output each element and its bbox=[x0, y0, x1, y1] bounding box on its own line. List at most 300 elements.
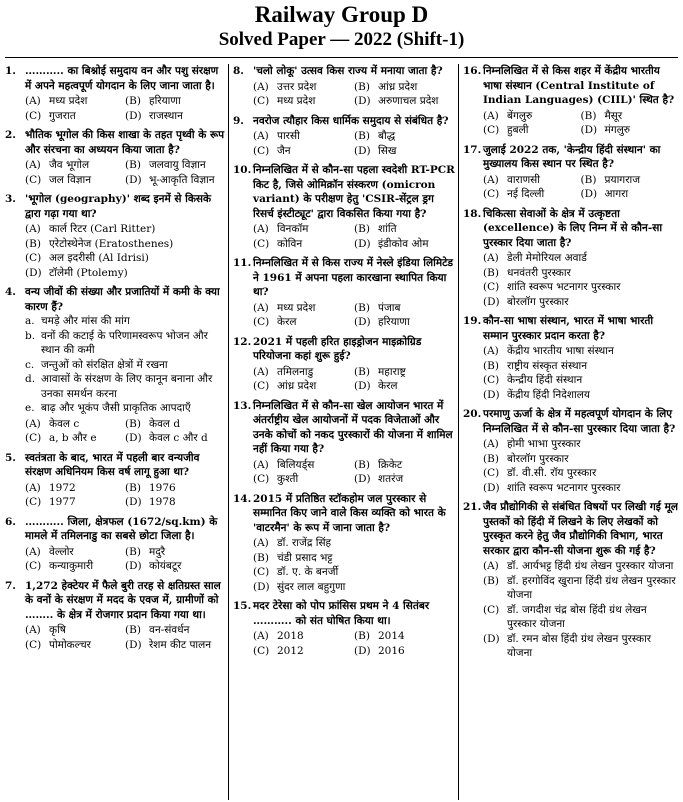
option-label: (B) bbox=[354, 130, 370, 142]
option-text: डॉ. हरगोविंद खुराना हिंदी ग्रंथ लेखन पुरस्कार योजना bbox=[507, 574, 676, 601]
question-text: वन्य जीवों की संख्या और प्रजातियों में कमी के क्या कारण हैं? bbox=[25, 286, 220, 313]
option-label: (B) bbox=[354, 458, 370, 471]
answer-option bbox=[25, 623, 125, 638]
question-text: 'भूगोल (geography)' शब्द इनमें से किसके द्वारा गढ़ा गया था? bbox=[25, 193, 212, 220]
statement-text: जन्तुओं को संरक्षित क्षेत्रों में रखना bbox=[41, 358, 168, 371]
answer-option bbox=[253, 365, 354, 380]
answer-options bbox=[463, 344, 678, 402]
question-6 bbox=[5, 515, 225, 574]
answer-option bbox=[483, 123, 581, 138]
option-label: (D) bbox=[580, 188, 598, 200]
answer-option bbox=[253, 144, 354, 159]
statement-label: b. bbox=[25, 329, 36, 342]
option-label: (D) bbox=[25, 266, 42, 279]
option-text: भू-आकृति विज्ञान bbox=[149, 173, 215, 186]
question-number: 8. bbox=[233, 65, 244, 77]
answer-option bbox=[483, 632, 678, 661]
question-16 bbox=[463, 64, 678, 138]
answer-option bbox=[25, 109, 125, 124]
answer-options bbox=[463, 559, 678, 661]
option-text: होमी भाभा पुरस्कार bbox=[507, 438, 581, 450]
answer-option bbox=[354, 301, 455, 316]
option-label: (B) bbox=[483, 452, 499, 465]
answer-options bbox=[233, 301, 455, 330]
option-text: रेशम कीट पालन bbox=[149, 638, 212, 651]
option-label: (D) bbox=[354, 473, 371, 485]
option-text: शतरंज bbox=[378, 473, 404, 485]
option-text: बोरलॉग पुरस्कार bbox=[507, 295, 569, 308]
option-label: (B) bbox=[483, 574, 499, 587]
answer-option bbox=[483, 559, 678, 574]
answer-options bbox=[233, 222, 455, 251]
answer-option bbox=[253, 458, 354, 473]
option-label: (A) bbox=[253, 301, 269, 314]
option-text: मध्य प्रदेश bbox=[49, 95, 88, 107]
statement-item bbox=[5, 401, 225, 416]
answer-option bbox=[25, 559, 125, 574]
answer-option bbox=[25, 545, 125, 560]
answer-option bbox=[25, 481, 125, 496]
answer-option bbox=[125, 545, 225, 560]
option-text: शांति bbox=[378, 223, 397, 235]
answer-option bbox=[483, 359, 678, 374]
option-label: (A) bbox=[25, 95, 41, 107]
answer-option bbox=[125, 481, 225, 496]
option-label: (A) bbox=[253, 458, 269, 471]
question-number: 5. bbox=[5, 451, 16, 464]
statement-text: बाढ़ और भूकंप जैसी प्राकृतिक आपदाएँ bbox=[41, 402, 191, 414]
answer-option bbox=[483, 373, 678, 388]
option-label: (D) bbox=[354, 380, 371, 392]
answer-option bbox=[25, 173, 125, 188]
question-number: 18. bbox=[463, 207, 482, 220]
answer-options bbox=[5, 417, 225, 446]
statement-text: आवासों के संरक्षण के लिए कानून बनाना और उनका समर्थन करना bbox=[41, 373, 213, 400]
answer-option bbox=[253, 379, 354, 394]
option-text: क्रिकेट bbox=[378, 458, 403, 471]
option-text: जैव भूगोल bbox=[49, 159, 90, 171]
option-text: आंध्र प्रदेश bbox=[277, 380, 317, 392]
answer-option bbox=[581, 123, 679, 138]
option-label: (B) bbox=[125, 417, 141, 430]
question-text: निम्नलिखित में से किस शहर में केंद्रीय भारतीय भाषा संस्थान (Central Institute of Indian Languages) (CIIL)' स्थित है? bbox=[483, 65, 675, 106]
option-text: 2012 bbox=[277, 644, 304, 657]
answer-option bbox=[354, 629, 455, 644]
option-text: डॉ. जगदीश चंद्र बोस हिंदी ग्रंथ लेखन पुरस्कार योजना bbox=[507, 603, 647, 630]
option-label: (B) bbox=[580, 109, 597, 122]
answer-option bbox=[483, 466, 678, 481]
statement-item bbox=[5, 314, 225, 329]
question-stem bbox=[233, 163, 455, 221]
option-label: (C) bbox=[25, 109, 42, 122]
answer-option bbox=[354, 222, 455, 237]
answer-option bbox=[253, 472, 354, 487]
question-17 bbox=[463, 143, 678, 202]
option-label: (A) bbox=[253, 130, 269, 142]
question-stem bbox=[233, 335, 455, 364]
option-text: वन-संवर्धन bbox=[149, 624, 190, 636]
answer-options bbox=[5, 623, 225, 652]
option-label: (B) bbox=[125, 481, 141, 494]
answer-option bbox=[483, 437, 678, 452]
option-label: (A) bbox=[253, 537, 269, 549]
option-text: प्रयागराज bbox=[604, 173, 641, 186]
answer-option bbox=[483, 187, 581, 202]
column-1 bbox=[5, 64, 225, 800]
answer-option bbox=[581, 187, 679, 202]
question-10 bbox=[233, 163, 455, 251]
option-label: (D) bbox=[483, 295, 500, 308]
option-text: डॉ. वी.सी. रॉय पुरस्कार bbox=[507, 467, 597, 479]
answer-option bbox=[483, 388, 678, 403]
question-columns bbox=[5, 64, 678, 800]
answer-option bbox=[354, 379, 455, 394]
answer-option bbox=[125, 623, 225, 638]
option-label: (D) bbox=[483, 388, 500, 401]
option-label: (D) bbox=[483, 481, 500, 494]
option-text: सिख bbox=[378, 144, 397, 157]
question-text: मदर टेरेसा को पोप फ्रांसिस प्रथम ने 4 सितंबर ……….. को संत घोषित किया था। bbox=[253, 600, 430, 627]
question-2 bbox=[5, 128, 225, 187]
answer-options bbox=[233, 536, 455, 594]
option-label: (D) bbox=[125, 109, 142, 122]
option-text: डॉ. ए. के बनर्जी bbox=[277, 566, 339, 578]
answer-option bbox=[25, 266, 225, 281]
option-text: कोविन bbox=[277, 237, 303, 250]
question-stem bbox=[463, 407, 678, 436]
option-text: राष्ट्रीय संस्कृत संस्थान bbox=[507, 359, 588, 372]
question-13 bbox=[233, 399, 455, 487]
option-label: (B) bbox=[125, 159, 141, 171]
answer-option bbox=[354, 94, 455, 109]
option-label: (D) bbox=[354, 316, 371, 328]
option-label: (D) bbox=[580, 124, 598, 136]
option-label: (D) bbox=[483, 632, 500, 645]
question-text: नवरोज त्यौहार किस धार्मिक समुदाय से संबंधित है? bbox=[253, 114, 449, 127]
question-stem bbox=[5, 515, 225, 544]
option-text: 1978 bbox=[149, 496, 176, 508]
option-label: (B) bbox=[483, 266, 499, 279]
option-text: 2014 bbox=[378, 630, 405, 642]
option-text: तमिलनाडु bbox=[277, 365, 314, 378]
question-stem bbox=[463, 143, 678, 172]
option-text: आंध्र प्रदेश bbox=[378, 80, 418, 93]
answer-options bbox=[5, 94, 225, 123]
option-label: (A) bbox=[253, 630, 269, 642]
option-text: हरियाणा bbox=[378, 316, 410, 328]
question-stem bbox=[233, 114, 455, 129]
answer-option bbox=[253, 551, 455, 566]
answer-option bbox=[253, 301, 354, 316]
question-stem bbox=[5, 579, 225, 623]
option-label: (A) bbox=[253, 80, 269, 93]
answer-options bbox=[463, 437, 678, 495]
statement-item bbox=[5, 358, 225, 373]
option-label: (B) bbox=[354, 365, 370, 378]
question-stem bbox=[233, 64, 455, 79]
option-text: शांति स्वरूप भटनागर पुरस्कार bbox=[507, 481, 621, 494]
answer-option bbox=[125, 417, 225, 432]
option-text: केरल bbox=[378, 380, 398, 392]
option-label: (A) bbox=[25, 545, 41, 558]
option-label: (C) bbox=[483, 188, 500, 200]
option-text: केंद्रीय भारतीय भाषा संस्थान bbox=[507, 345, 614, 357]
option-label: (B) bbox=[354, 80, 370, 93]
option-text: कन्याकुमारी bbox=[49, 560, 94, 572]
answer-option bbox=[253, 80, 354, 95]
question-12 bbox=[233, 335, 455, 394]
option-text: 1976 bbox=[149, 481, 176, 494]
question-number: 11. bbox=[233, 257, 252, 269]
answer-option bbox=[253, 222, 354, 237]
option-text: शांति स्वरूप भटनागर पुरस्कार bbox=[507, 281, 621, 293]
answer-option bbox=[354, 80, 455, 95]
question-stem bbox=[233, 599, 455, 628]
answer-option bbox=[483, 481, 678, 496]
option-text: गुजरात bbox=[49, 109, 76, 122]
answer-option bbox=[581, 173, 679, 188]
question-stem bbox=[463, 500, 678, 558]
option-text: केवल c bbox=[49, 417, 80, 430]
option-text: वेल्लोर bbox=[49, 545, 74, 558]
option-label: (C) bbox=[25, 638, 42, 651]
question-stem bbox=[233, 399, 455, 457]
option-label: (C) bbox=[25, 496, 42, 508]
page-header bbox=[0, 2, 683, 52]
option-text: उत्तर प्रदेश bbox=[277, 80, 317, 93]
question-18 bbox=[463, 207, 678, 310]
option-label: (A) bbox=[483, 438, 499, 450]
option-label: (C) bbox=[25, 252, 42, 264]
question-stem bbox=[463, 207, 678, 251]
question-stem bbox=[5, 192, 225, 221]
option-text: डॉ. राजेंद्र सिंह bbox=[277, 537, 332, 549]
option-label: (D) bbox=[125, 432, 142, 444]
answer-option bbox=[253, 580, 455, 595]
option-label: (D) bbox=[125, 173, 142, 186]
option-label: (D) bbox=[354, 144, 371, 157]
option-label: (A) bbox=[25, 159, 41, 171]
statement-label: d. bbox=[25, 373, 36, 385]
answer-option bbox=[354, 129, 455, 144]
answer-option bbox=[483, 251, 678, 266]
option-label: (B) bbox=[354, 301, 370, 314]
question-5 bbox=[5, 451, 225, 510]
answer-option bbox=[253, 644, 354, 659]
answer-option bbox=[253, 237, 354, 252]
answer-option bbox=[125, 94, 225, 109]
question-number: 17. bbox=[463, 143, 482, 156]
option-label: (D) bbox=[253, 580, 270, 593]
question-stem bbox=[233, 492, 455, 536]
option-label: (C) bbox=[253, 237, 270, 250]
option-label: (B) bbox=[354, 630, 370, 642]
option-text: हुबली bbox=[507, 124, 529, 136]
option-text: a, b और e bbox=[49, 432, 97, 444]
question-4 bbox=[5, 285, 225, 446]
question-number: 10. bbox=[233, 164, 252, 176]
column-2 bbox=[233, 64, 455, 800]
answer-option bbox=[125, 559, 225, 574]
option-text: धनवंतरी पुरस्कार bbox=[507, 266, 571, 279]
question-stem bbox=[463, 64, 678, 108]
answer-option bbox=[25, 251, 225, 266]
option-text: बेंगलुरु bbox=[507, 109, 533, 122]
option-text: केवल c और d bbox=[149, 432, 208, 444]
answer-option bbox=[581, 109, 679, 124]
option-text: कृषि bbox=[49, 624, 66, 636]
question-number: 15. bbox=[233, 600, 252, 612]
option-label: (C) bbox=[253, 95, 270, 107]
answer-option bbox=[125, 638, 225, 653]
option-text: कार्ल रिटर (Carl Ritter) bbox=[49, 223, 156, 235]
option-text: विनकॉम bbox=[277, 223, 309, 235]
option-text: बोरलॉग पुरस्कार bbox=[507, 452, 569, 465]
option-text: पंजाब bbox=[378, 301, 401, 314]
column-3 bbox=[463, 64, 678, 800]
answer-option bbox=[354, 237, 455, 252]
question-text: जुलाई 2022 तक, 'केन्द्रीय हिंदी संस्थान' का मुख्यालय किस स्थान पर स्थित है? bbox=[483, 143, 661, 170]
option-label: (D) bbox=[125, 496, 142, 508]
option-label: (B) bbox=[483, 359, 499, 372]
answer-option bbox=[125, 109, 225, 124]
option-label: (A) bbox=[253, 365, 269, 378]
option-label: (A) bbox=[25, 223, 41, 235]
option-label: (D) bbox=[354, 95, 371, 107]
option-label: (C) bbox=[483, 603, 500, 616]
option-text: अल इदरीसी (Al Idrisi) bbox=[49, 252, 149, 264]
option-label: (A) bbox=[483, 173, 499, 186]
option-label: (A) bbox=[25, 624, 41, 636]
question-stem bbox=[5, 451, 225, 480]
option-text: बिलियर्ड्स bbox=[277, 458, 315, 471]
statement-text: वनों की कटाई के परिणामस्वरूप भोजन और स्थान की कमी bbox=[41, 329, 208, 356]
question-text: ……….. का बिश्नोई समुदाय वन और पशु संरक्षण में अपने महत्वपूर्ण योगदान के लिए जाना जाता है। bbox=[25, 65, 219, 92]
question-stem bbox=[5, 128, 225, 157]
option-text: राजस्थान bbox=[149, 109, 183, 122]
answer-option bbox=[483, 603, 678, 632]
option-text: वाराणसी bbox=[507, 173, 540, 186]
answer-option bbox=[25, 94, 125, 109]
answer-option bbox=[253, 94, 354, 109]
question-15 bbox=[233, 599, 455, 658]
answer-options bbox=[5, 481, 225, 510]
answer-option bbox=[483, 173, 581, 188]
question-14 bbox=[233, 492, 455, 595]
answer-option bbox=[125, 495, 225, 510]
answer-options bbox=[5, 222, 225, 280]
option-label: (C) bbox=[25, 432, 42, 444]
option-text: कुश्ती bbox=[277, 473, 299, 485]
option-label: (B) bbox=[25, 237, 41, 250]
option-label: (A) bbox=[483, 252, 499, 264]
option-text: पारसी bbox=[277, 130, 300, 142]
option-text: इंडीकोव ओम bbox=[378, 237, 429, 250]
option-text: मध्य प्रदेश bbox=[277, 301, 316, 314]
question-21 bbox=[463, 500, 678, 661]
option-text: डॉ. रमन बोस हिंदी ग्रंथ लेखन पुरस्कार योजना bbox=[507, 632, 652, 659]
option-label: (B) bbox=[125, 545, 141, 558]
option-text: एरेटोस्थेनेज (Eratosthenes) bbox=[49, 237, 174, 250]
option-label: (C) bbox=[253, 644, 270, 657]
question-number: 9. bbox=[233, 114, 244, 127]
question-stem bbox=[5, 64, 225, 93]
option-label: (C) bbox=[483, 467, 500, 479]
question-3 bbox=[5, 192, 225, 280]
option-label: (B) bbox=[125, 624, 141, 636]
option-label: (B) bbox=[354, 223, 370, 235]
option-label: (C) bbox=[253, 566, 270, 578]
option-text: पोमोकल्चर bbox=[49, 638, 91, 651]
question-7 bbox=[5, 579, 225, 653]
option-text: टॉलेमी (Ptolemy) bbox=[49, 266, 128, 279]
option-text: मंगलुरु bbox=[604, 124, 631, 136]
answer-option bbox=[483, 452, 678, 467]
answer-option bbox=[25, 222, 225, 237]
question-text: 'चलो लोकू' उत्सव किस राज्य में मनाया जाता है? bbox=[253, 65, 443, 77]
option-text: मैसूर bbox=[604, 109, 623, 122]
answer-options bbox=[463, 109, 678, 138]
option-text: 1977 bbox=[49, 496, 76, 508]
option-label: (D) bbox=[125, 560, 142, 572]
option-text: मदुरै bbox=[149, 545, 166, 558]
option-label: (C) bbox=[253, 473, 270, 485]
question-number: 14. bbox=[233, 492, 252, 505]
option-label: (C) bbox=[483, 374, 500, 386]
option-label: (A) bbox=[483, 345, 499, 357]
option-text: मध्य प्रदेश bbox=[277, 95, 316, 107]
option-label: (A) bbox=[25, 417, 41, 430]
option-label: (A) bbox=[483, 560, 499, 572]
column-divider bbox=[228, 64, 229, 800]
question-11 bbox=[233, 256, 455, 330]
answer-option bbox=[354, 315, 455, 330]
answer-option bbox=[25, 417, 125, 432]
statement-label: e. bbox=[25, 402, 35, 414]
question-number: 20. bbox=[463, 408, 482, 420]
question-text: ……….. जिला, क्षेत्रफल (1672/sq.km) के मामले में तमिलनाडु का सबसे छोटा जिला है। bbox=[25, 515, 218, 542]
option-label: (C) bbox=[253, 380, 270, 392]
option-label: (C) bbox=[253, 144, 270, 157]
question-number: 1. bbox=[5, 65, 16, 77]
answer-options bbox=[233, 365, 455, 394]
answer-options bbox=[233, 629, 455, 658]
option-label: (D) bbox=[125, 638, 142, 651]
answer-option bbox=[25, 495, 125, 510]
option-text: 2016 bbox=[378, 644, 405, 657]
option-label: (C) bbox=[25, 173, 42, 186]
answer-option bbox=[483, 295, 678, 310]
option-text: जल विज्ञान bbox=[49, 173, 92, 186]
answer-option bbox=[25, 431, 125, 446]
question-number: 3. bbox=[5, 193, 16, 205]
question-number: 19. bbox=[463, 315, 482, 327]
option-label: (B) bbox=[580, 173, 597, 186]
answer-option bbox=[483, 266, 678, 281]
option-label: (C) bbox=[483, 124, 500, 136]
statement-label: a. bbox=[25, 315, 35, 327]
question-text: निम्नलिखित में से किस राज्य में नेस्ले इंडिया लिमिटेड ने 1961 में अपना पहला कारखाना स्थापित किया था? bbox=[253, 257, 454, 298]
question-text: 2015 में प्रतिष्ठित स्टॉकहोम जल पुरस्कार से सम्मानित किए जाने वाले किस व्यक्ति को भारत के 'वाटरमैन' के रूप में जाना जाता है? bbox=[253, 492, 446, 534]
option-text: जैन bbox=[277, 144, 291, 157]
question-19 bbox=[463, 314, 678, 402]
option-label: (D) bbox=[354, 237, 371, 250]
option-text: 2018 bbox=[277, 630, 304, 642]
option-text: केंद्रीय हिंदी निदेशालय bbox=[507, 388, 590, 401]
question-number: 16. bbox=[463, 65, 482, 77]
option-text: केरल bbox=[277, 316, 297, 328]
option-text: सुंदर लाल बहुगुणा bbox=[277, 580, 346, 593]
